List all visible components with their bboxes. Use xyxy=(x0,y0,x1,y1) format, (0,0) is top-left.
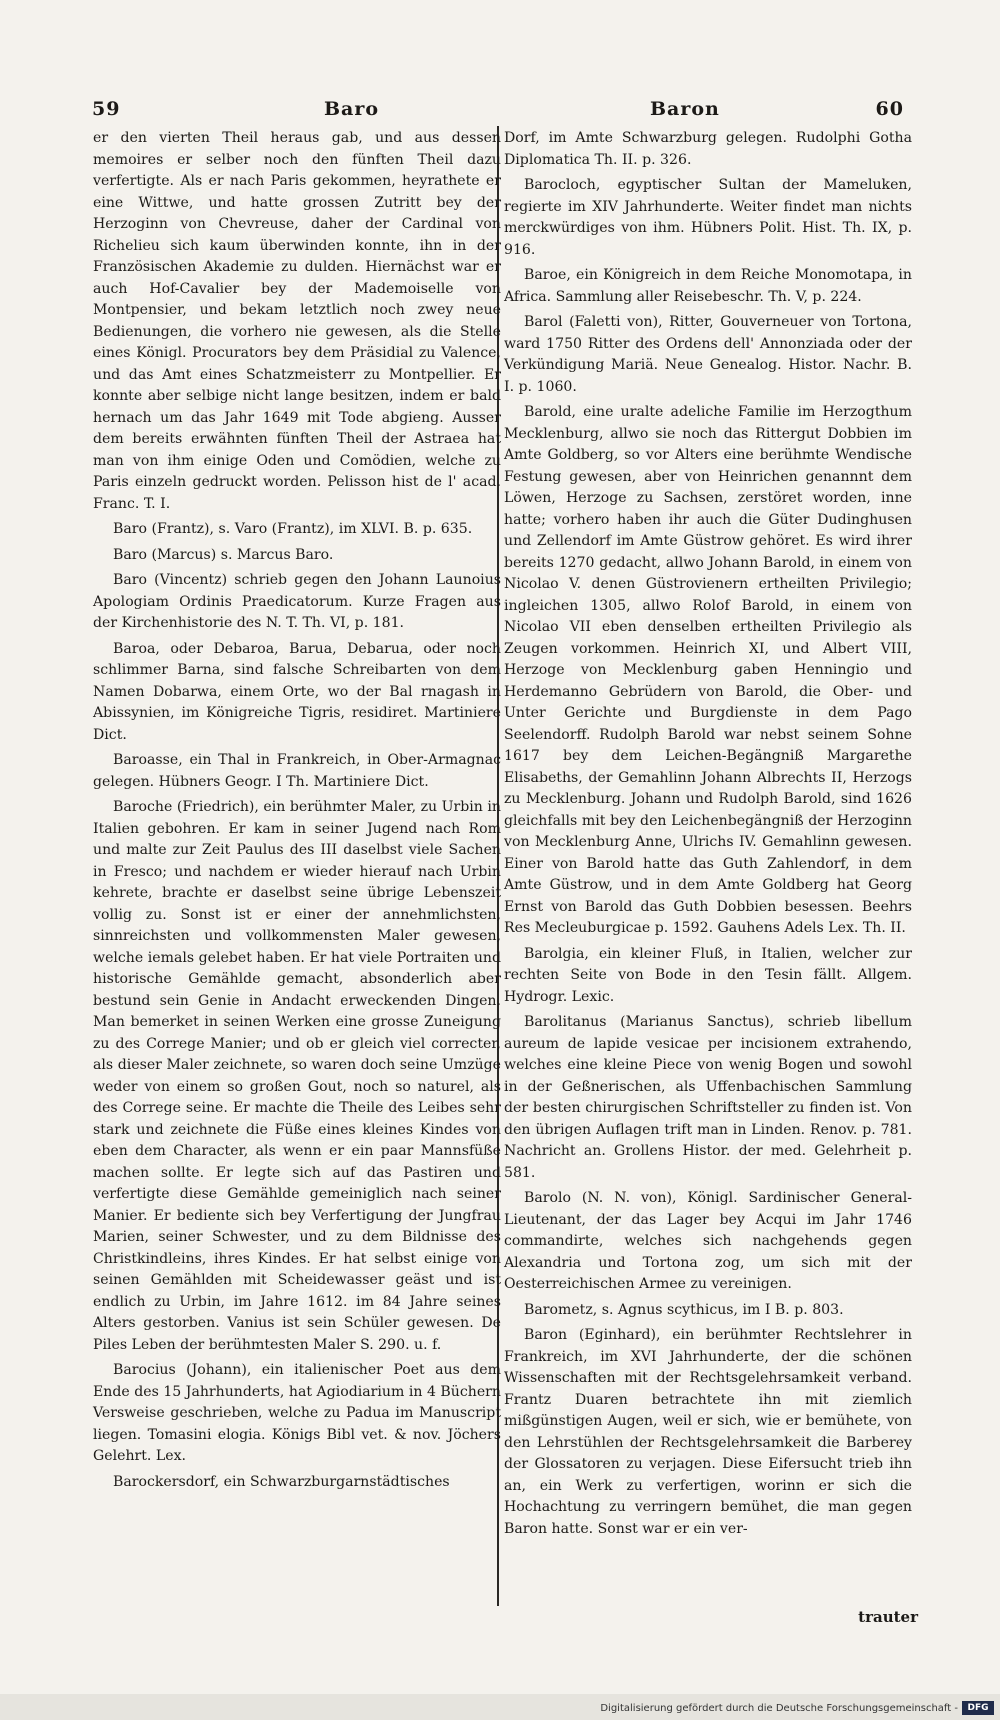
left-entry: Barockersdorf, ein Schwarzburgarnstädtisches xyxy=(113,1473,450,1490)
right-entry: Barolo (N. N. von), Königl. Sardinischer General-Lieutenant, der das Lager bey Acqui im Jahr 1746 commandirte, welches sich nachgehends gegen Alexandria und Tortona zog, um sich mit der Oesterreichischen Armee zu vereinigen. xyxy=(504,1190,912,1292)
right-entry: Barolgia, ein kleiner Fluß, in Italien, welcher zur rechten Seite von Bode in den Tesin fällt. Allgem. Hydrogr. Lexic. xyxy=(504,945,912,1005)
left-entry: Baroasse, ein Thal in Frankreich, in Ober-Armagnac gelegen. Hübners Geogr. I Th. Martiniere Dict. xyxy=(93,752,501,790)
left-entry: Baro (Vincentz) schrieb gegen den Johann Launoius Apologiam Ordinis Praedicatorum. Kurze Fragen aus der Kirchenhistorie des N. T. Th. VI, p. 181. xyxy=(93,572,501,631)
right-entry: Barol (Faletti von), Ritter, Gouverneuer von Tortona, ward 1750 Ritter des Ordens dell' Annonziada oder der Verkündigung Mariä. Neue Genealog. Histor. Nachr. B. I. p. 1060. xyxy=(504,314,912,395)
footer-credit: Digitalisierung gefördert durch die Deutsche Forschungsgemeinschaft - xyxy=(600,1703,958,1714)
left-entry: Barocius (Johann), ein italienischer Poet aus dem Ende des 15 Jahrhunderts, hat Agiodiarium in 4 Büchern Versweise geschrieben, welche zu Padua im Manuscript liegen. Tomasini elogia. Königs Bibl vet. & nov. Jöchers Gelehrt. Lex. xyxy=(93,1362,501,1464)
left-entry: Baro (Marcus) s. Marcus Baro. xyxy=(113,546,334,563)
dfg-logo-icon: DFG xyxy=(962,1701,994,1715)
right-entry: Barocloch, egyptischer Sultan der Mameluken, regierte im XIV Jahrhunderte. Weiter findet man nichts merckwürdiges von ihm. Hübners Polit. Hist. Th. IX, p. 916. xyxy=(504,177,912,258)
left-column xyxy=(93,128,501,1497)
left-entry-continuation: er den vierten Theil heraus gab, und aus dessen memoires er selber noch den fünften Theil dazu verfertigte. Als er nach Paris gekommen, heyrathete er eine Wittwe, und hatte grossen Zutritt bey der Herzoginn von Chevreuse, daher der Cardinal von Richelieu sich kaum überwinden konnte, ihn in der Französischen Akademie zu dulden. Hiernächst war er auch Hof-Cavalier bey der Mademoiselle von Montpensier, und bekam letztlich noch zwey neue Bedienungen, die vorhero nie gewesen, als die Stelle eines Königl. Procurators bey dem Präsidial zu Valence, und das Amt eines Schatzmeisterr zu Montpellier. Er konnte aber selbige nicht lange besitzen, indem er bald hernach um das Jahr 1649 mit Tode abgieng. Ausser dem bereits erwähnten fünften Theil der Astraea hat man von ihm einige Oden und Comödien, welche zu Paris einzeln gedruckt worden. Pelisson hist de l' acad. Franc. T. I. xyxy=(93,130,501,512)
right-column xyxy=(504,128,912,1544)
catch-word: trauter xyxy=(858,1608,918,1626)
left-page-number: 59 xyxy=(92,98,121,120)
right-entry: Barometz, s. Agnus scythicus, im I B. p. 803. xyxy=(524,1301,844,1318)
left-entry: Baro (Frantz), s. Varo (Frantz), im XLVI. B. p. 635. xyxy=(113,521,473,537)
running-header xyxy=(92,98,904,124)
right-entry: Barold, eine uralte adeliche Familie im Herzogthum Mecklenburg, allwo sie noch das Rittergut Dobbien im Amte Goldberg, so vor Alters eine berühmte Wendische Festung gewesen, aber von Heinrichen genannnt dem Löwen, Herzoge zu Sachsen, zerstöret worden, inne hatte; vorhero haben ihr auch die Güter Dudinghusen und Zellendorf im Amte Güstrow gehöret. Es wird ihrer bereits 1270 gedacht, allwo Johann Barold, in einem von Nicolao V. denen Güstrovienern ertheilten Privilegio; ingleichen 1305, allwo Rolof Barold, in einem von Nicolao VII eben denselben ertheilten Privilegio als Zeugen vorkommen. Heinrich XI, und Albert VIII, Herzoge von Mecklenburg gaben Henningio und Herdemanno Gebrüdern von Barold, die Ober- und Unter Gerichte und Burgdienste in dem Pago Seelendorff. Rudolph Barold war nebst seinem Sohne 1617 bey dem Leichen-Begängniß Margarethe Elisabeths, der Gemahlinn Johann Albrechts II, Herzogs zu Mecklenburg. Johann und Rudolph Barold, sind 1626 gleichfalls mit bey den Leichenbegängniß der Herzoginn von Mecklenburg Anne, Ulrichs IV. Gemahlinn gewesen. Einer von Barold hatte das Guth Zahlendorf, in dem Amte Güstrow, und in dem Amte Goldberg hat Georg Ernst von Barold das Guth Dobbien besessen. Beehrs Res Mecleuburgicae p. 1592. Gauhens Adels Lex. Th. II. xyxy=(504,404,912,936)
left-entry: Baroa, oder Debaroa, Barua, Debarua, oder noch schlimmer Barna, sind falsche Schreibarten von dem Namen Dobarwa, einem Orte, wo der Bal rnagash in Abissynien, im Königreiche Tigris, residiret. Martiniere Dict. xyxy=(93,640,501,743)
right-entry: Baron (Eginhard), ein berühmter Rechtslehrer in Frankreich, im XVI Jahrhunderte, der die schönen Wissenschaften mit der Rechtsgelehrsamkeit verband. Frantz Duaren betrachtete ihn mit ziemlich mißgünstigen Augen, weil er sich, wie er bemühete, von den Lehrstühlen der Rechtsgelehrsamkeit die Barberey der Glossatoren zu verjagen. Diese Eifersucht trieb ihn an, ein Werk zu verfertigen, worinn er sich die Hochachtung zu verringern bemühet, die man gegen Baron hatte. Sonst war er ein ver- xyxy=(504,1327,912,1537)
right-page-number: 60 xyxy=(875,98,904,120)
right-entry: Baroe, ein Königreich in dem Reiche Monomotapa, in Africa. Sammlung aller Reisebeschr. Th. V, p. 224. xyxy=(504,267,912,305)
left-running-head: Baro xyxy=(324,98,380,120)
right-entry-continuation: Dorf, im Amte Schwarzburg gelegen. Rudolphi Gotha Diplomatica Th. II. p. 326. xyxy=(504,130,912,168)
right-entry: Barolitanus (Marianus Sanctus), schrieb libellum aureum de lapide vesicae per incisionem extrahendo, welches eine kleine Piece von wenig Bogen und sowohl in der Geßnerischen, als Uffenbachischen Sammlung der besten chirurgischen Schriftsteller zu finden ist. Von den übrigen Auflagen trift man in Linden. Renov. p. 781. Nachricht an. Grollens Histor. der med. Gelehrheit p. 581. xyxy=(504,1014,912,1181)
footer-bar xyxy=(0,1694,1000,1720)
left-entry: Baroche (Friedrich), ein berühmter Maler, zu Urbin in Italien gebohren. Er kam in seiner Jugend nach Rom und malte zur Zeit Paulus des III daselbst viele Sachen in Fresco; und nachdem er wieder hierauf nach Urbin kehrete, brachte er daselbst seine übrige Lebenszeit vollig zu. Sonst ist er einer der annehmlichsten, sinnreichsten und vollkommensten Maler gewesen, welche iemals gelebet haben. Er hat viele Portraiten und historische Gemählde gemacht, absonderlich aber bestund sein Genie in Andacht erweckenden Dingen. Man bemerket in seinen Werken eine grosse Zuneigung zu des Correge Manier; und ob er gleich viel correcter, als dieser Maler zeichnete, so waren doch seine Umzüge weder von einem so großen Gout, noch so naturel, als des Correge seine. Er machte die Theile des Leibes sehr stark und zeichnete die Füße eines kleines Kindes von eben dem Character, als wenn er ein paar Mannsfüße machen sollte. Er legte sich auf das Pastiren und verfertigte diese Gemählde gemeiniglich nach seiner Manier. Er bediente sich bey Verfertigung der Jungfrau Marien, seiner Schwester, und zu dem Bildnisse des Christkindleins, ihres Kindes. Er hat selbst einige von seinen Gemählden mit Scheidewasser geäst und ist endlich zu Urbin, im Jahre 1612. im 84 Jahre seines Alters gestorben. Vanius ist sein Schüler gewesen. De Piles Leben der berühmtesten Maler S. 290. u. f. xyxy=(93,799,501,1353)
right-running-head: Baron xyxy=(650,98,720,120)
